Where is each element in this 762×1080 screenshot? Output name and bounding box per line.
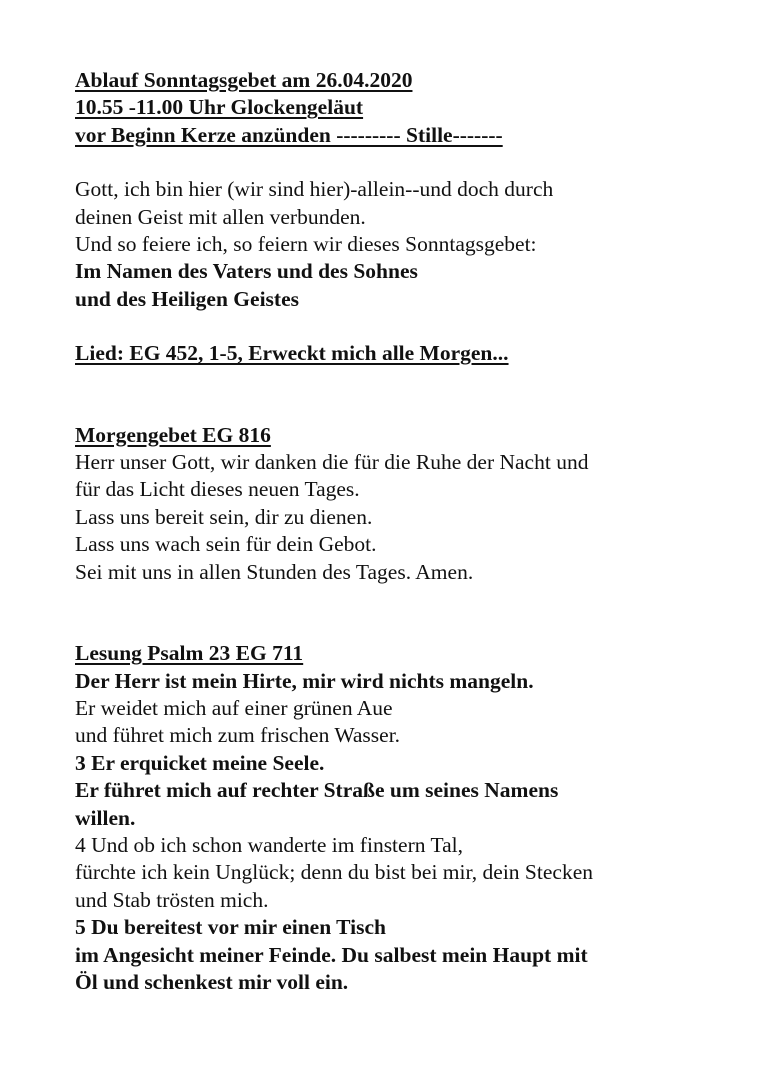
morgengebet-line: Sei mit uns in allen Stunden des Tages. Amen. (75, 559, 474, 584)
psalm-line-bold: im Angesicht meiner Feinde. Du salbest mein Haupt mit (75, 942, 588, 967)
morgengebet-heading: Morgengebet EG 816 (75, 422, 271, 447)
morgengebet-line: Herr unser Gott, wir danken die für die Ruhe der Nacht und (75, 450, 589, 475)
intro-block (75, 176, 715, 313)
psalm-line-bold: Öl und schenkest mir voll ein. (75, 969, 349, 994)
morgengebet-line: Lass uns bereit sein, dir zu dienen. (75, 504, 373, 529)
intro-line: deinen Geist mit allen verbunden. (75, 204, 366, 229)
header-candle-silence: vor Beginn Kerze anzünden --------- Stille------- (75, 122, 503, 147)
spacer (75, 149, 715, 176)
document-page (75, 67, 715, 996)
intro-invocation: Im Namen des Vaters und des Sohnes (75, 259, 418, 284)
spacer (75, 313, 715, 340)
psalm-line-bold: willen. (75, 805, 136, 830)
psalm-line-bold: 5 Du bereitest vor mir einen Tisch (75, 915, 386, 940)
lied-heading: Lied: EG 452, 1-5, Erweckt mich alle Morgen... (75, 341, 509, 366)
psalm-line: und führet mich zum frischen Wasser. (75, 723, 401, 748)
psalm-line-bold: Der Herr ist mein Hirte, mir wird nichts mangeln. (75, 668, 534, 693)
morgengebet-block (75, 422, 715, 586)
psalm-line-bold: 3 Er erquicket meine Seele. (75, 750, 325, 775)
morgengebet-line: Lass uns wach sein für dein Gebot. (75, 532, 377, 557)
psalm-line: und Stab trösten mich. (75, 887, 269, 912)
lied-block (75, 340, 715, 367)
spacer (75, 368, 715, 422)
psalm-line: fürchte ich kein Unglück; denn du bist bei mir, dein Stecken (75, 860, 593, 885)
psalm-line: Er weidet mich auf einer grünen Aue (75, 695, 393, 720)
lesung-heading: Lesung Psalm 23 EG 711 (75, 641, 304, 666)
morgengebet-line: für das Licht dieses neuen Tages. (75, 477, 360, 502)
intro-line: Und so feiere ich, so feiern wir dieses Sonntagsgebet: (75, 232, 537, 257)
header-block (75, 67, 715, 149)
header-bell-time: 10.55 -11.00 Uhr Glockengeläut (75, 95, 364, 120)
psalm-line-bold: Er führet mich auf rechter Straße um seines Namens (75, 778, 559, 803)
intro-invocation: und des Heiligen Geistes (75, 286, 299, 311)
psalm-line: 4 Und ob ich schon wanderte im finstern Tal, (75, 832, 463, 857)
spacer (75, 586, 715, 640)
lesung-block (75, 640, 715, 996)
header-title: Ablauf Sonntagsgebet am 26.04.2020 (75, 68, 413, 92)
intro-line: Gott, ich bin hier (wir sind hier)-allein--und doch durch (75, 177, 554, 202)
